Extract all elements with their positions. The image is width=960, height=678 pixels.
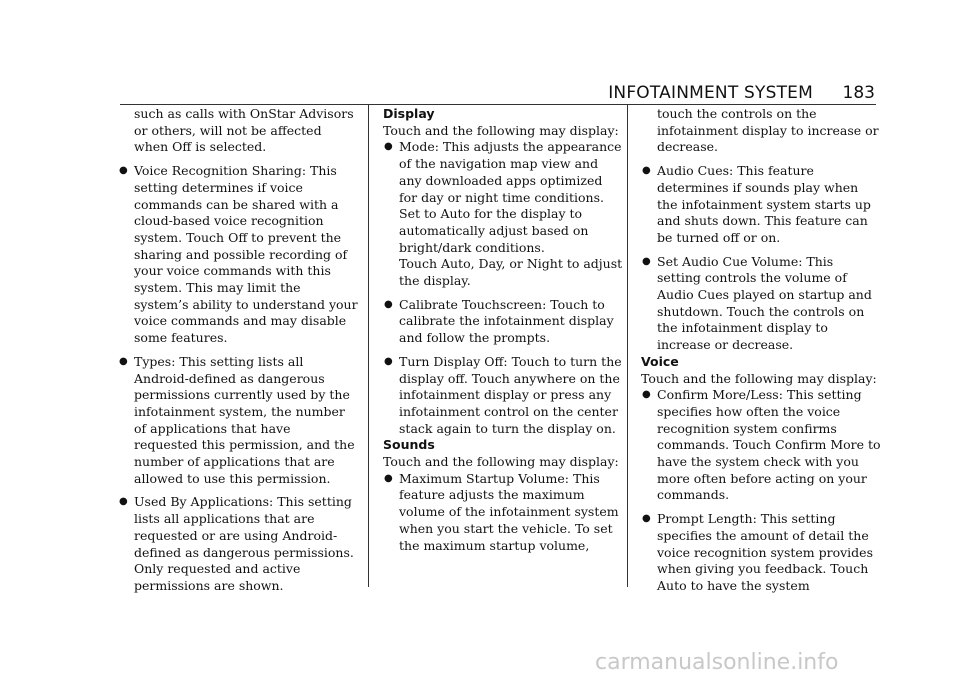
bullet-icon: ● [384, 355, 393, 367]
display-heading: Display [383, 106, 435, 121]
column-1 [118, 106, 358, 595]
list-item-text: Confirm More/Less: This setting specifies how often the voice recognition system confirms commands. Touch Confirm More to have the system check with you more often before acting on your commands. [657, 387, 881, 503]
bullet-icon: ● [642, 165, 651, 177]
bullet-icon: ● [384, 298, 393, 310]
bullet-icon: ● [384, 141, 393, 153]
bullet-icon: ● [119, 355, 128, 367]
page-header [120, 83, 875, 105]
list-item [118, 354, 358, 488]
list-item [118, 163, 358, 347]
bullet-icon: ● [642, 255, 651, 267]
list-item-text: Types: This setting lists all Android-defined as dangerous permissions currently used by the infotainment system, the number of applications that have requested this permission, and the number of applications that are allowed to use this permission. [134, 353, 355, 486]
continuation-text: touch the controls on the infotainment display to increase or decrease. [657, 106, 879, 155]
list-item [383, 297, 623, 347]
column-divider-2 [627, 105, 628, 587]
voice-intro: Touch and the following may display: [641, 370, 877, 386]
section-title: INFOTAINMENT SYSTEM [608, 83, 813, 103]
list-item [641, 511, 881, 595]
list-item-text: Set Audio Cue Volume: This setting controls the volume of Audio Cues played on startup and shutdown. Touch the controls on the infotainment display to increase or decrease. [657, 253, 872, 353]
list-item [383, 471, 623, 555]
sounds-intro: Touch and the following may display: [383, 454, 619, 470]
voice-heading: Voice [641, 353, 679, 369]
list-item [383, 139, 623, 256]
list-item-text: Voice Recognition Sharing: This setting determines if voice commands can be shared with a cloud-based voice recognition system. Touch Off to prevent the sharing and possible recording of your voice commands with this system. This may limit the system’s ability to understand your voice commands and may disable some features. [134, 163, 358, 346]
bullet-icon: ● [642, 513, 651, 525]
list-item-text: Prompt Length: This setting specifies the amount of detail the voice recognition system provides when giving you feedback. Touch Auto to have the system [657, 511, 873, 593]
column-3 [641, 106, 881, 595]
list-item-text: Turn Display Off: Touch to turn the display off. Touch anywhere on the infotainment display or press any infotainment control on the center stack again to turn the display on. [399, 353, 622, 436]
list-item-text: Audio Cues: This feature determines if sounds play when the infotainment system starts up and shuts down. This feature can be turned off or on. [657, 163, 871, 245]
list-item [641, 254, 881, 354]
list-item [383, 354, 623, 438]
bullet-icon: ● [642, 389, 651, 401]
header-rule [120, 104, 876, 105]
list-item-text: Used By Applications: This setting lists all applications that are requested or are using Android-defined as dangerous permissions. Only requested and active permissions are shown. [134, 494, 354, 593]
list-item-text: Calibrate Touchscreen: Touch to calibrate the infotainment display and follow the prompts. [399, 296, 614, 346]
page-number: 183 [842, 83, 875, 103]
sounds-heading: Sounds [383, 437, 435, 453]
bullet-icon: ● [119, 496, 128, 508]
bullet-icon: ● [119, 165, 128, 177]
column-2 [383, 106, 623, 554]
list-item-subtext: Touch Auto, Day, or Night to adjust the display. [399, 256, 623, 289]
bullet-icon: ● [384, 472, 393, 484]
continuation-text: such as calls with OnStar Advisors or others, will not be affected when Off is selected. [134, 106, 354, 155]
list-item-text: Maximum Startup Volume: This feature adjusts the maximum volume of the infotainment system when you start the vehicle. To set the maximum startup volume, [399, 470, 619, 553]
column-divider-1 [368, 105, 369, 587]
list-item-text: Mode: This adjusts the appearance of the navigation map view and any downloaded apps optimized for day or night time conditions. Set to Auto for the display to automatically adjust based on bright/dark conditions. [399, 139, 622, 255]
list-item [641, 163, 881, 247]
list-item [118, 494, 358, 594]
list-item [641, 387, 881, 504]
watermark: carmanualsonline.info [595, 650, 839, 675]
display-intro: Touch and the following may display: [383, 122, 619, 138]
